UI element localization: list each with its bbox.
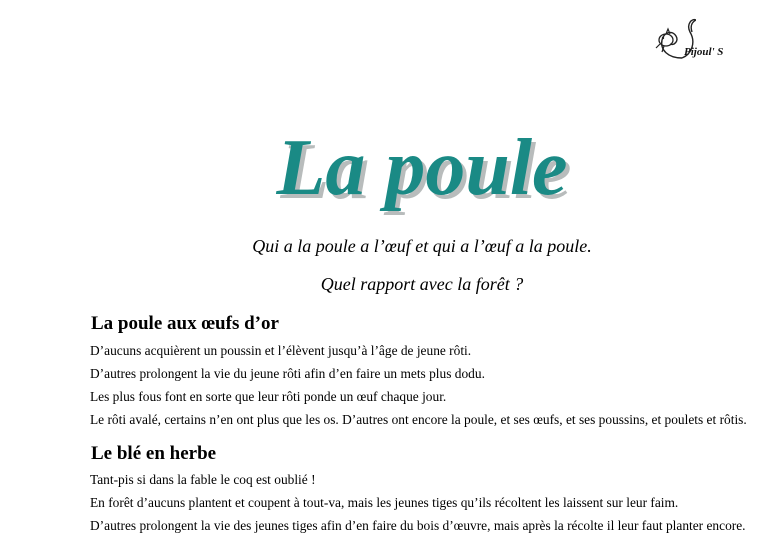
subtitle-2: Quel rapport avec la forêt ? (320, 274, 524, 294)
paragraph-line: D’autres prolongent la vie des jeunes tiges afin d’en faire du bois d’œuvre, mais après la récolte il leur faut planter encore. (90, 518, 746, 533)
paragraph-line: Tant-pis si dans la fable le coq est oublié ! (90, 472, 316, 487)
paragraph-line: D’autres prolongent la vie du jeune rôti afin d’en faire un mets plus dodu. (90, 366, 485, 381)
section-heading-ble-en-herbe: Le blé en herbe (91, 443, 217, 464)
page-title: La poule (276, 124, 568, 212)
paragraph-line: En forêt d’aucuns plantent et coupent à tout-va, mais les jeunes tiges qu’ils récoltent les laissent sur leur faim. (90, 495, 679, 510)
section-heading-poule-oeufs-or: La poule aux œufs d’or (91, 313, 279, 334)
paragraph-line: D’aucuns acquièrent un poussin et l’élèvent jusqu’à l’âge de jeune rôti. (90, 343, 472, 358)
logo (652, 14, 732, 64)
paragraph-line: Les plus fous font en sorte que leur rôti ponde un œuf chaque jour. (90, 389, 447, 404)
logo-text: Pijoul' S (684, 46, 724, 58)
subtitle-1: Qui a la poule a l’œuf et qui a l’œuf a la poule. (252, 236, 592, 256)
paragraph-line: Le rôti avalé, certains n’en ont plus que les os. D’autres ont encore la poule, et ses œufs, et ses poussins, et poulets et rôtis. (90, 412, 747, 427)
